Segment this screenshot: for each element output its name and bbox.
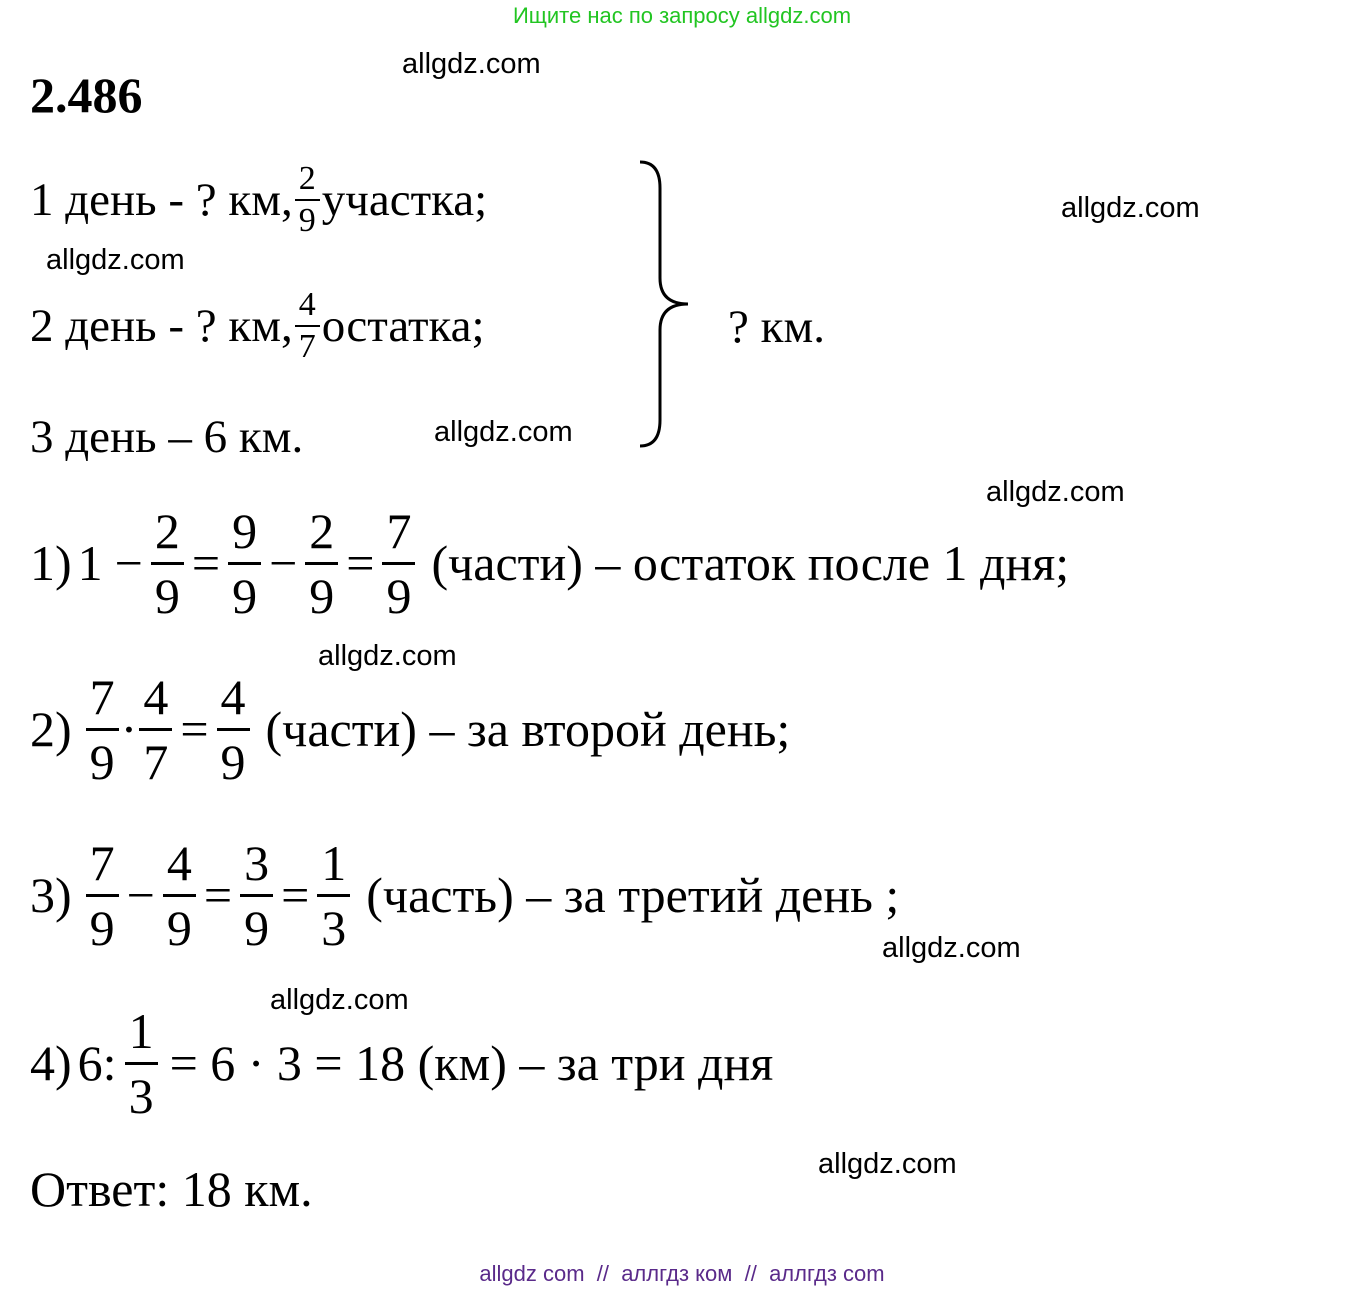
fraction-denominator: 7 xyxy=(298,328,316,365)
fraction-denominator: 3 xyxy=(321,899,347,956)
step-label: 4) xyxy=(30,1035,72,1091)
fraction-denominator: 9 xyxy=(298,202,316,239)
step-text: = 6 · 3 = 18 (км) – за три дня xyxy=(169,1035,774,1091)
step-operand: 6: xyxy=(77,1035,117,1091)
fraction-denominator: 9 xyxy=(232,567,258,624)
fraction xyxy=(86,668,119,790)
fraction-numerator: 4 xyxy=(298,286,316,323)
fraction-numerator: 2 xyxy=(298,160,316,197)
fraction-denominator: 3 xyxy=(128,1067,154,1124)
equals-sign: = xyxy=(203,867,233,923)
multiply-sign: · xyxy=(120,701,138,757)
fraction-numerator: 2 xyxy=(309,502,335,559)
condition-day1-suffix: участка; xyxy=(321,173,488,226)
step-3 xyxy=(30,830,899,960)
fraction-denominator: 9 xyxy=(166,899,192,956)
fraction-numerator: 4 xyxy=(166,834,192,891)
task-number: 2.486 xyxy=(30,67,143,123)
fraction-numerator: 1 xyxy=(321,834,347,891)
condition-day3: 3 день – 6 км. xyxy=(30,411,304,463)
curly-brace xyxy=(630,158,700,450)
fraction xyxy=(217,668,250,790)
watermark: allgdz.com xyxy=(318,640,457,672)
condition-total: ? км. xyxy=(728,301,825,353)
equals-sign: = xyxy=(191,535,221,591)
step-label: 1) xyxy=(30,535,72,591)
fraction-numerator: 9 xyxy=(232,502,258,559)
equals-sign: = xyxy=(180,701,209,757)
minus-sign: − xyxy=(114,535,143,591)
equals-sign: = xyxy=(281,867,310,923)
fraction-denominator: 9 xyxy=(154,567,180,624)
fraction-numerator: 7 xyxy=(89,834,115,891)
fraction-numerator: 7 xyxy=(89,668,115,725)
condition-day2-suffix: остатка; xyxy=(321,299,485,352)
step-text: (части) – остаток после 1 дня; xyxy=(431,535,1070,591)
fraction-numerator: 4 xyxy=(220,668,246,725)
condition-day1-fraction xyxy=(295,162,320,238)
fraction xyxy=(305,502,338,624)
minus-sign: − xyxy=(126,867,155,923)
fraction-denominator: 9 xyxy=(220,733,246,790)
fraction xyxy=(317,834,350,956)
answer: Ответ: 18 км. xyxy=(30,1161,313,1217)
condition-day2-prefix: 2 день - ? км, xyxy=(30,299,293,352)
step-2 xyxy=(30,664,790,794)
fraction-numerator: 1 xyxy=(128,1002,154,1059)
fraction xyxy=(163,834,196,956)
condition-day2 xyxy=(30,276,485,376)
watermark: allgdz.com xyxy=(882,932,1021,964)
watermark: allgdz.com xyxy=(986,476,1125,508)
fraction-numerator: 2 xyxy=(154,502,180,559)
footer-links: allgdz com // аллгдз ком // аллгдз com xyxy=(479,1261,885,1286)
minus-sign: − xyxy=(269,535,298,591)
fraction xyxy=(151,502,184,624)
fraction-numerator: 3 xyxy=(244,834,270,891)
condition-day1 xyxy=(30,150,487,250)
watermark: allgdz.com xyxy=(434,416,573,448)
fraction xyxy=(86,834,119,956)
fraction-denominator: 9 xyxy=(89,899,115,956)
watermark: allgdz.com xyxy=(46,244,185,276)
step-1 xyxy=(30,498,1069,628)
step-4 xyxy=(30,998,773,1128)
watermark: allgdz.com xyxy=(270,984,409,1016)
condition-day1-prefix: 1 день - ? км, xyxy=(30,173,293,226)
top-banner: Ищите нас по запросу allgdz.com xyxy=(512,3,852,28)
fraction-denominator: 9 xyxy=(386,567,412,624)
fraction-denominator: 9 xyxy=(309,567,335,624)
fraction xyxy=(139,668,172,790)
step-text: (часть) – за третий день ; xyxy=(366,867,900,923)
step-label: 3) xyxy=(30,867,72,923)
fraction xyxy=(240,834,273,956)
fraction-numerator: 7 xyxy=(386,502,412,559)
fraction-denominator: 9 xyxy=(244,899,270,956)
fraction-denominator: 7 xyxy=(143,733,169,790)
step-label: 2) xyxy=(30,701,72,757)
step-operand: 1 xyxy=(77,535,103,591)
fraction xyxy=(382,502,415,624)
watermark: allgdz.com xyxy=(402,48,541,80)
watermark: allgdz.com xyxy=(1061,192,1200,224)
watermark: allgdz.com xyxy=(818,1148,957,1180)
equals-sign: = xyxy=(346,535,375,591)
fraction-numerator: 4 xyxy=(143,668,169,725)
fraction xyxy=(228,502,261,624)
fraction-denominator: 9 xyxy=(89,733,115,790)
fraction xyxy=(125,1002,158,1124)
condition-day2-fraction xyxy=(295,288,320,364)
step-text: (части) – за второй день; xyxy=(265,701,791,757)
